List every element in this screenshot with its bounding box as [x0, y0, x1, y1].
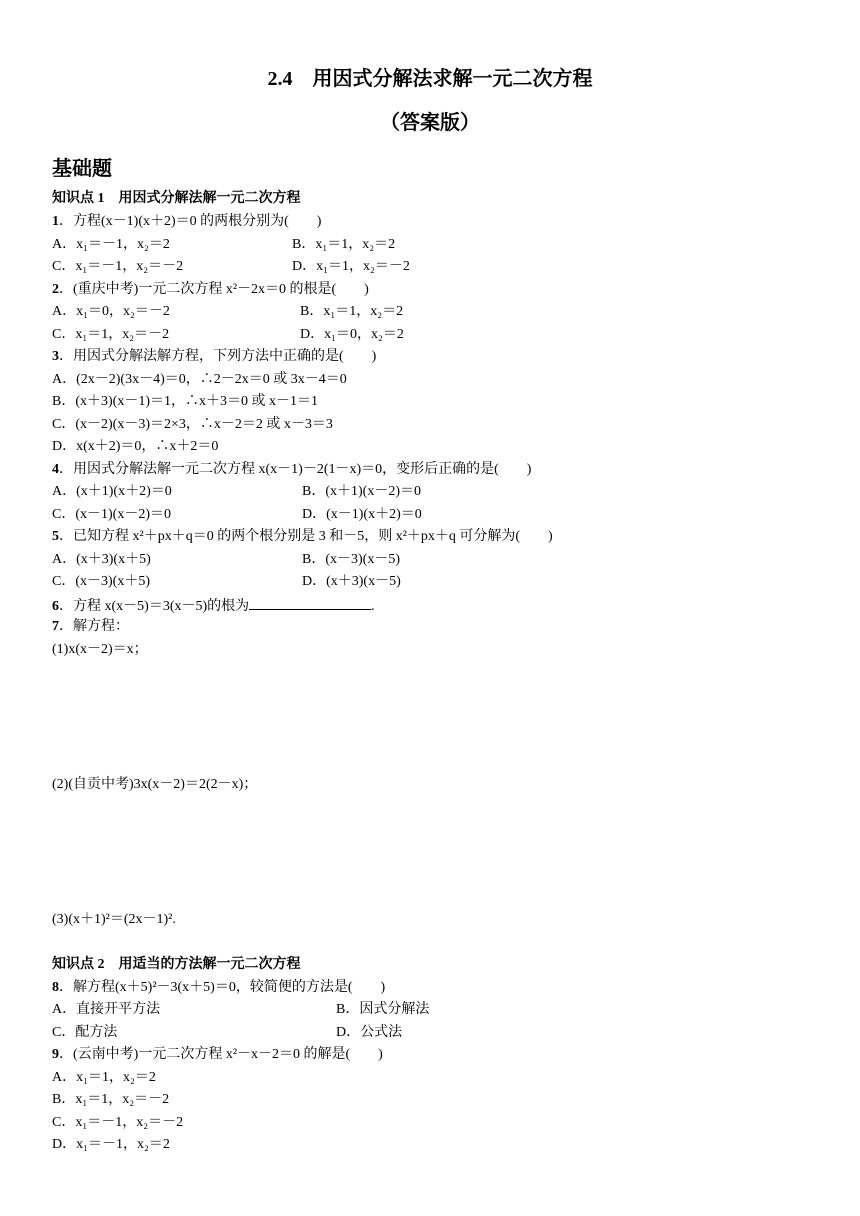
question-stem: ．(云南中考)一元二次方程 x²－x－2＝0 的解是( ) [59, 1047, 383, 1062]
q9-option-b: B．x₁＝1，x₂＝－2 [52, 1092, 170, 1107]
q4-option-c: C．(x－1)(x－2)＝0 [52, 507, 171, 522]
question-2 [52, 281, 369, 299]
question-number: 8 [52, 980, 59, 995]
q8-option-c: C．配方法 [52, 1025, 118, 1040]
q7-part-1: (1)x(x－2)＝x； [52, 642, 148, 657]
question-number: 5 [52, 529, 59, 544]
question-number: 1 [52, 214, 59, 229]
question-stem: ．方程(x－1)(x＋2)＝0 的两根分别为( ) [59, 214, 322, 229]
question-4 [52, 461, 531, 479]
q1-option-c: C．x₁＝－1，x₂＝－2 [52, 259, 184, 274]
q5-option-c: C．(x－3)(x＋5) [52, 574, 150, 589]
question-stem: ．解方程(x＋5)²－3(x＋5)＝0，较简便的方法是( ) [59, 980, 386, 995]
question-6 [52, 596, 375, 616]
q2-option-a: A．x₁＝0，x₂＝－2 [52, 304, 170, 319]
q8-option-b: B．因式分解法 [336, 1002, 430, 1017]
q1-option-a: A．x₁＝－1，x₂＝2 [52, 237, 170, 252]
question-stem: ．方程 x(x－5)＝3(x－5)的根为 [59, 599, 250, 614]
q7-part-3: (3)(x＋1)²＝(2x－1)². [52, 912, 176, 927]
question-5 [52, 528, 553, 546]
q5-option-a: A．(x＋3)(x＋5) [52, 552, 151, 567]
question-stem: ．用因式分解法解一元二次方程 x(x－1)－2(1－x)＝0，变形后正确的是( ) [59, 462, 532, 477]
q9-option-a: A．x₁＝1，x₂＝2 [52, 1070, 156, 1085]
question-9 [52, 1046, 383, 1064]
question-number: 2 [52, 282, 59, 297]
question-1 [52, 213, 321, 231]
question-end: . [371, 599, 375, 614]
q3-option-d: D．x(x＋2)＝0，∴x＋2＝0 [52, 439, 219, 454]
q3-option-b: B．(x＋3)(x－1)＝1，∴x＋3＝0 或 x－1＝1 [52, 394, 318, 409]
q2-option-b: B．x₁＝1，x₂＝2 [300, 304, 404, 319]
q5-option-d: D．(x＋3)(x－5) [302, 574, 401, 589]
question-3 [52, 348, 376, 366]
question-7 [52, 618, 129, 636]
question-stem: ．解方程： [59, 619, 129, 634]
q8-option-a: A．直接开平方法 [52, 1002, 161, 1017]
page-subtitle: （答案版） [380, 112, 480, 134]
question-number: 7 [52, 619, 59, 634]
question-number: 3 [52, 349, 59, 364]
q2-option-d: D．x₁＝0，x₂＝2 [300, 327, 404, 342]
q2-option-c: C．x₁＝1，x₂＝－2 [52, 327, 170, 342]
knowledge-point-2: 知识点 2 用适当的方法解一元二次方程 [52, 957, 301, 972]
question-stem: ．已知方程 x²＋px＋q＝0 的两个根分别是 3 和－5，则 x²＋px＋q 可分解为( ) [59, 529, 553, 544]
q4-option-a: A．(x＋1)(x＋2)＝0 [52, 484, 172, 499]
question-stem: ．用因式分解法解方程，下列方法中正确的是( ) [59, 349, 377, 364]
q1-option-b: B．x₁＝1，x₂＝2 [292, 237, 396, 252]
page-title: 2.4 用因式分解法求解一元二次方程 [267, 68, 593, 90]
q3-option-a: A．(2x－2)(3x－4)＝0，∴2－2x＝0 或 3x－4＝0 [52, 372, 347, 387]
answer-blank [249, 596, 371, 610]
section-heading: 基础题 [52, 158, 112, 180]
q7-part-2: (2)(自贡中考)3x(x－2)＝2(2－x)； [52, 777, 258, 792]
q3-option-c: C．(x－2)(x－3)＝2×3，∴x－2＝2 或 x－3＝3 [52, 417, 333, 432]
knowledge-point-1: 知识点 1 用因式分解法解一元二次方程 [52, 191, 301, 206]
q9-option-d: D．x₁＝－1，x₂＝2 [52, 1137, 170, 1152]
question-8 [52, 979, 385, 997]
question-number: 4 [52, 462, 59, 477]
question-number: 6 [52, 599, 59, 614]
q9-option-c: C．x₁＝－1，x₂＝－2 [52, 1115, 184, 1130]
question-number: 9 [52, 1047, 59, 1062]
q8-option-d: D．公式法 [336, 1025, 403, 1040]
q4-option-d: D．(x－1)(x＋2)＝0 [302, 507, 422, 522]
q4-option-b: B．(x＋1)(x－2)＝0 [302, 484, 421, 499]
q1-option-d: D．x₁＝1，x₂＝－2 [292, 259, 410, 274]
question-stem: ．(重庆中考)一元二次方程 x²－2x＝0 的根是( ) [59, 282, 369, 297]
q5-option-b: B．(x－3)(x－5) [302, 552, 400, 567]
